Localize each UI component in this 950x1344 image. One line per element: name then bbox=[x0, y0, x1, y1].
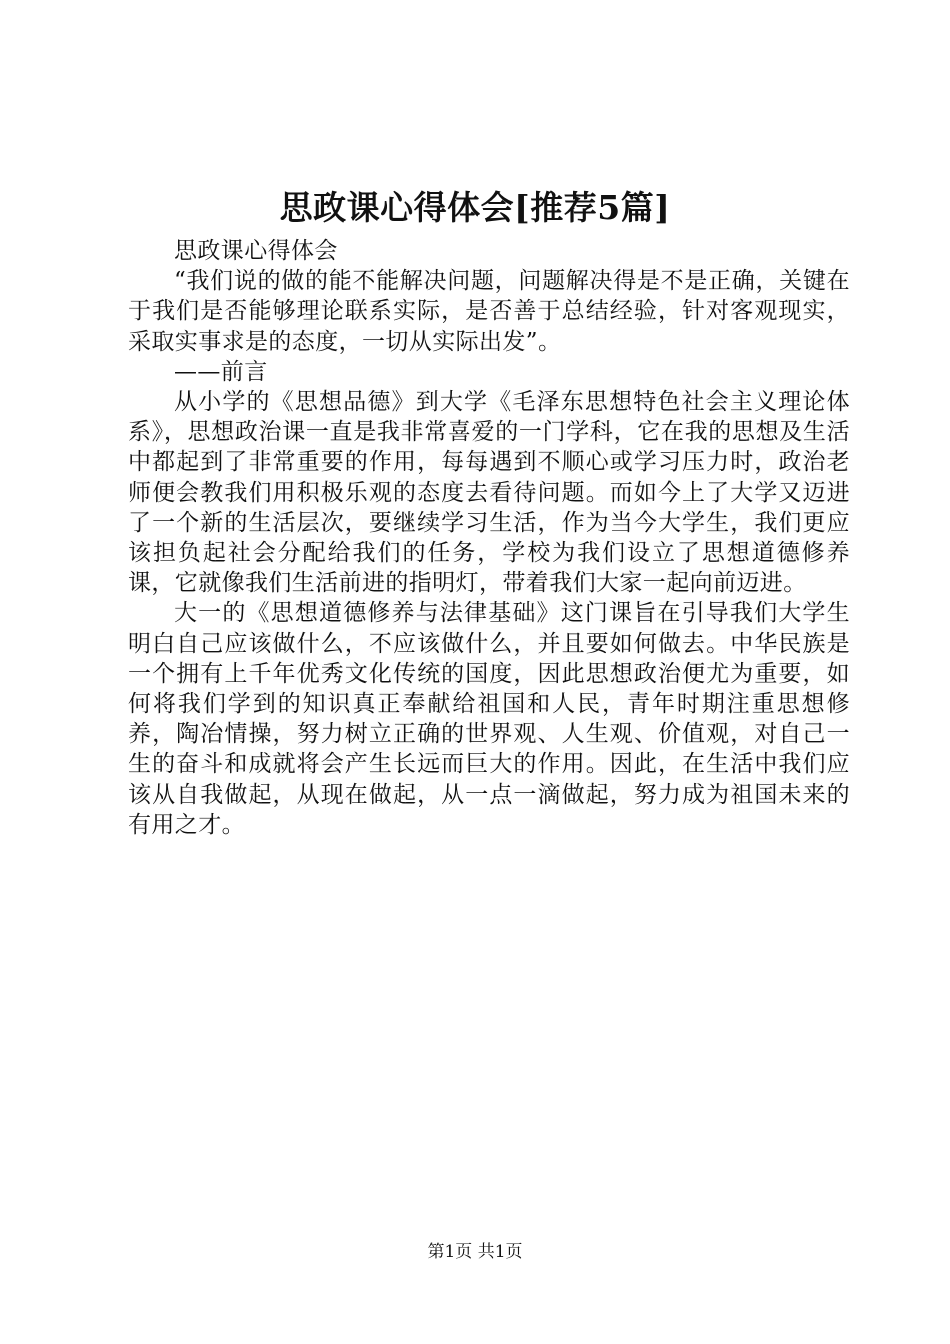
paragraph-body-2: 大一的《思想道德修养与法律基础》这门课旨在引导我们大学生明白自己应该做什么，不应该做什么，并且要如何做去。中华民族是一个拥有上千年优秀文化传统的国度，因此思想政治便尤为重要，如何将我们学到的知识真正奉献给祖国和人民，青年时期注重思想修养，陶冶情操，努力树立正确的世界观、人生观、价值观，对自己一生的奋斗和成就将会产生长远而巨大的作用。因此，在生活中我们应该从自我做起，从现在做起，从一点一滴做起，努力成为祖国未来的有用之才。 bbox=[128, 600, 850, 838]
page-total: 共1页 bbox=[477, 1242, 523, 1262]
paragraph-body-1: 从小学的《思想品德》到大学《毛泽东思想特色社会主义理论体系》，思想政治课一直是我非常喜爱的一门学科，它在我的思想及生活中都起到了非常重要的作用，每每遇到不顺心或学习压力时，政治老师便会教我们用积极乐观的态度去看待问题。而如今上了大学又迈进了一个新的生活层次，要继续学习生活，作为当今大学生，我们更应该担负起社会分配给我们的任务，学校为我们设立了思想道德修养课，它就像我们生活前进的指明灯，带着我们大家一起向前迈进。 bbox=[128, 389, 850, 597]
page-footer bbox=[0, 1240, 950, 1264]
paragraph-attribution: ——前言 bbox=[174, 358, 268, 385]
paragraph-quote: “我们说的做的能不能解决问题，问题解决得是不是正确，关键在于我们是否能够理论联系实际，是否善于总结经验，针对客观现实，采取实事求是的态度，一切从实际出发”。 bbox=[128, 268, 850, 355]
document-body bbox=[128, 236, 850, 840]
paragraph-subtitle: 思政课心得体会 bbox=[174, 238, 338, 264]
document-title: 思政课心得体会[推荐5篇] bbox=[279, 188, 671, 227]
page-number: 第1页 bbox=[427, 1242, 473, 1262]
